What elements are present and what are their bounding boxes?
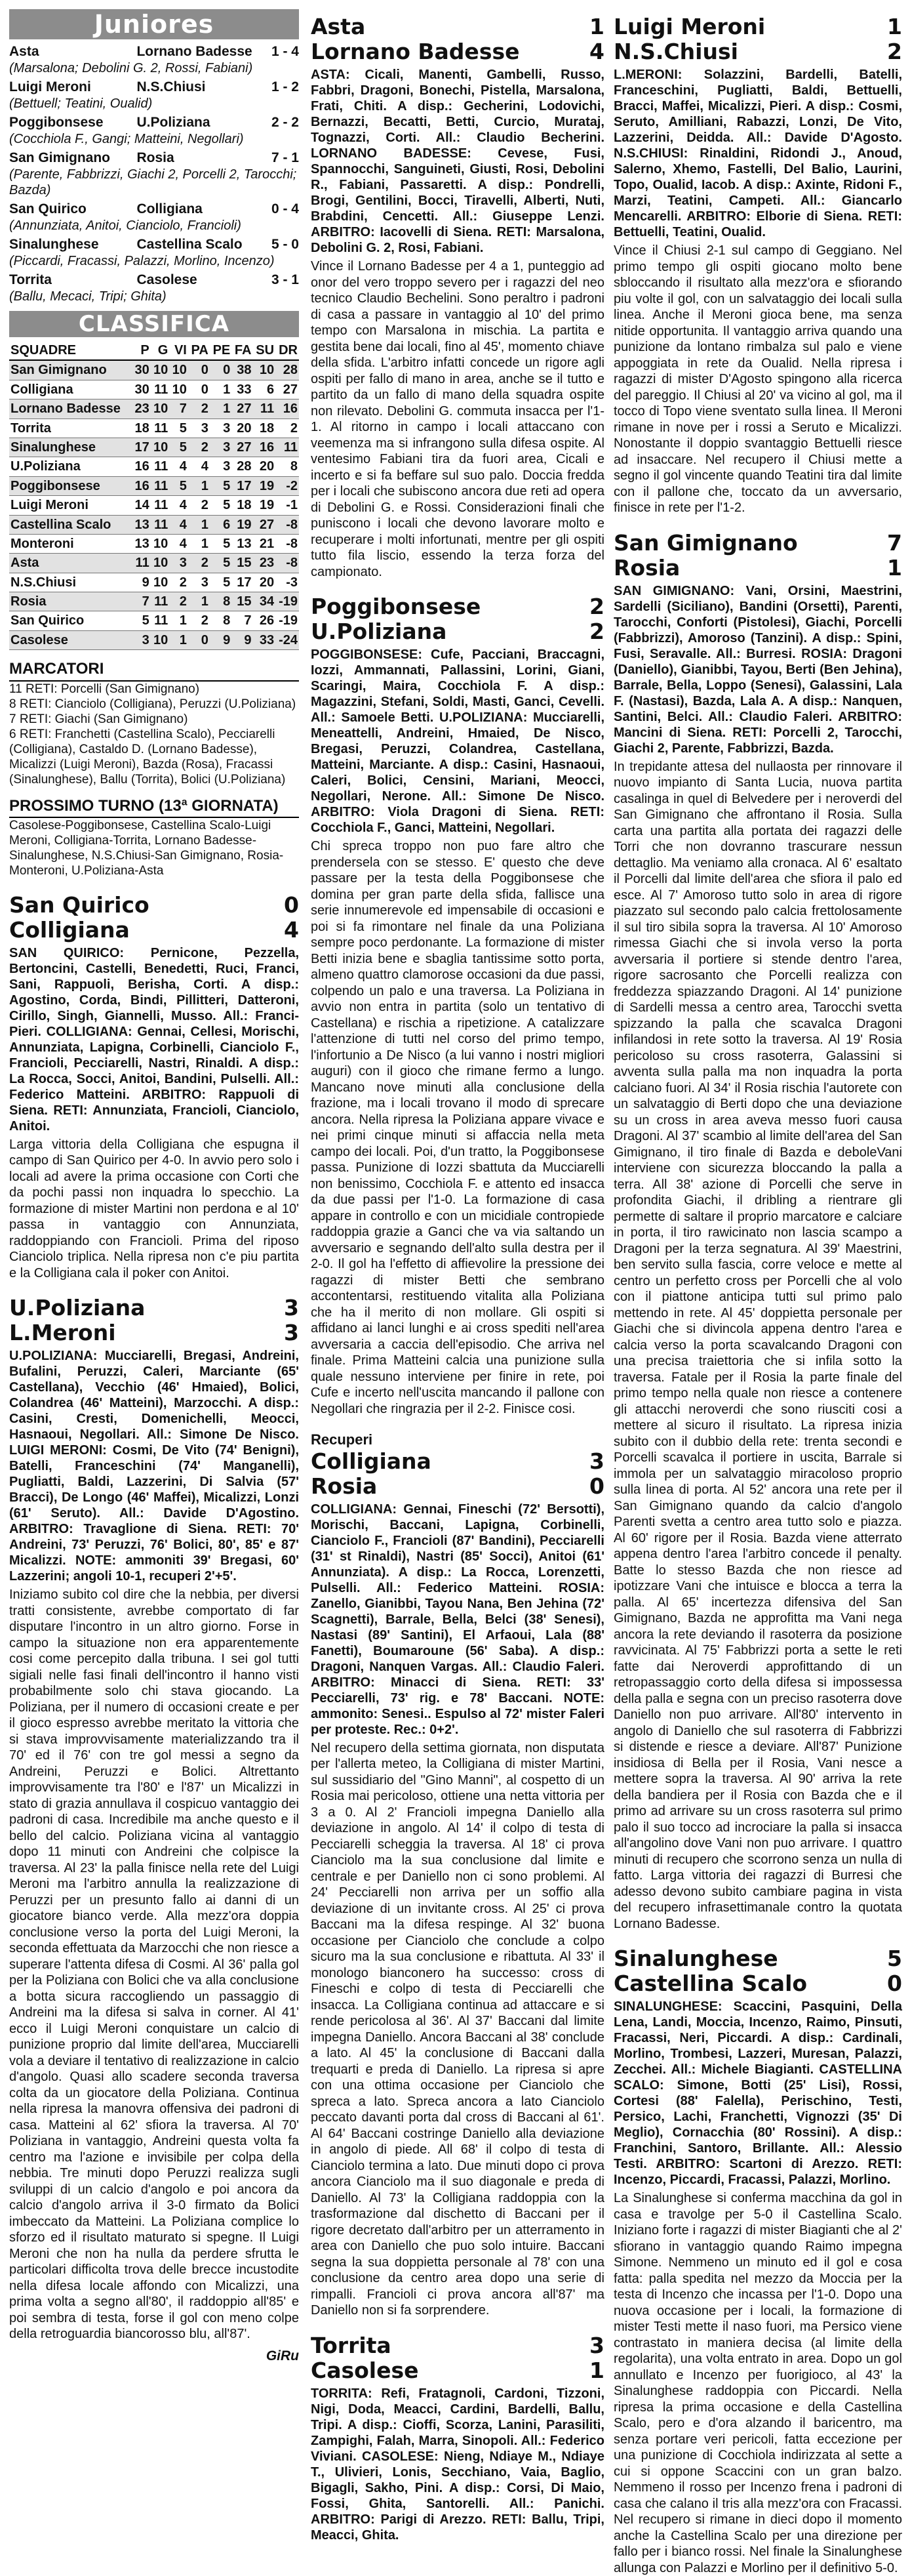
team-name-cell: Monteroni: [9, 534, 132, 553]
stat-cell: 11: [151, 457, 170, 476]
stat-cell: 1: [188, 515, 210, 534]
match-report-text: Chi spreca troppo non puo fare altro che prendersela con se stesso. E' questo che deve passare per la testa della Poggibonsese che domina per gran parte della sfida, fallisce una serie innumerevole ed impensabile di occasioni e poi si fa rimontare nel finale da una Poliziana sempre poco perdonante. La formazione di mister Betti inizia bene e sbaglia tantissime sotto porta, almeno quattro clamorose occasioni da due passi, colpendo un palo e una traversa. La Poliziana in avvio non entra in partita (solo un tentativo di Castellana) e rischia a ripetizione. A catalizzare l'attenzione di tutti nel corso del primo tempo, l'infortunio a De Nisco (a lui vanno i nostri migliori auguri) con il gioco che rimane fermo a lungo. Mancano nove minuti alla conclusione della frazione, ma i locali trovano il modo di sprecare ancora. Nella ripresa la Poliziana appare vivace e nei primi cinque minuti si affaccia nella meta campo dei locali. Poi, d'un tratto, la Poggibonsese passa. Punizione di Iozzi sbattuta da Mucciarelli non benissimo, Cocchiola F. e attento ed insacca da due passi per l'1-0. La formazione di casa appare in controllo e con un micidiale contropiede raddoppia grazie a Ganci che va via saltando un avversario e segnando dell'alto sulla destra per il 2-0. Il gol ha l'effetto di affievolire la pressione dei ragazzi di mister Betti che sembrano accontentarsi, restituendo vitalita alla Poliziana che ha il merito di non mollare. Gli ospiti si affidano ai lanci lunghi e ai cross spediti nell'area avversaria a caccia dell'episodio. Che arriva nel finale. Prima Matteini calcia una punizione sulla quale nessuno interviene per finire in rete, poi Cufe e incerto nell'uscita mancando il pallone con Negollari che ringrazia per il 2-2. Finisce cosi.: [311, 839, 604, 1416]
team-name-cell: U.Poliziana: [9, 457, 132, 476]
stat-cell: 1: [210, 380, 231, 399]
stat-cell: 1: [210, 399, 231, 419]
stat-cell: 0: [188, 380, 210, 399]
standings-table: [9, 341, 299, 650]
table-row: [9, 515, 299, 534]
column-middle: [311, 0, 604, 2543]
standings-header-cell: P: [132, 341, 151, 360]
standings-header-cell: SQUADRE: [9, 341, 132, 360]
match-report: [311, 2333, 604, 2543]
stat-cell: 33: [231, 380, 252, 399]
home-team-line: [311, 2333, 604, 2358]
away-team-name: L.Meroni: [9, 1320, 116, 1346]
stat-cell: 38: [231, 360, 252, 380]
stat-cell: 8: [210, 611, 231, 630]
stat-cell: -8: [275, 515, 299, 534]
match-lineup: SINALUNGHESE: Scaccini, Pasquini, Della Lena, Landi, Moccia, Incenzo, Raimo, Pinsuti, Fracassi, Neri, Piccardi. A disp.: Cardinali, Morlino, Trombesi, Lazzeri, Muresan, Palazzi, Zecchei. All.: Michele Biagianti. CASTELLINA SCALO: Simone, Botti (25' Lisi), Rossi, Cortesi (88' Falella), Perischino, Testi, Persico, Lachi, Franchetti, Vignozzi (35' Di Meglio), Cornacchia (80' Rossini). A disp.: Franchini, Santoro, Brillante. All.: Alessio Testi. ARBITRO: Scartoni di Arezzo. RETI: Incenzo, Piccardi, Fracassi, Palazzi, Morlino.: [614, 1999, 902, 2187]
home-team-name: Colligiana: [311, 1448, 431, 1474]
away-team-line: [614, 39, 902, 64]
stat-cell: 7: [231, 611, 252, 630]
match-lineup: POGGIBONSESE: Cufe, Pacciani, Braccagni, Iozzi, Ammannati, Pallassini, Lorini, Giani, Scaringi, Maira, Cocchiola F. A disp.: Magazzini, Stefani, Soldi, Masti, Ganci, Cevelli. All.: Samoele Betti. U.POLIZIANA: Mucciarelli, Meneattelli, Andreini, Hmaied, De Nisco, Bregasi, Peruzzi, Colandrea, Castellana, Matteini, Marciante. A disp.: Casini, Hasnaoui, Caleri, Bolici, Censini, Mariani, Meocci, Negollari, Nerone. All.: Simone De Nisco. ARBITRO: Viola Dragoni di Siena. RETI: Cocchiola F., Ganci, Matteini, Negollari.: [311, 647, 604, 835]
result-score: 3 - 1: [271, 272, 299, 287]
result-scorers: (Parente, Fabbrizzi, Giachi 2, Porcelli 2, Tarocchi; Bazda): [9, 167, 297, 197]
team-name-cell: San Gimignano: [9, 360, 132, 380]
scorer-line: 11 RETI: Porcelli (San Gimignano): [9, 682, 200, 696]
result-scorers: (Cocchiola F., Gangi; Matteini, Negollari): [9, 132, 244, 146]
match-report-text: Vince il Lornano Badesse per 4 a 1, punteggio ad onor del vero troppo severo per i ragazzi del neo tecnico Claudio Bechelini. Sono peraltro i padroni di casa a passare in vantaggio al 10' del primo tempo con Marsalona in mischia. La partita e gestita bene dai locali, fino al 45', momento chiave della sfida. L'arbitro infatti concede un rigore agli ospiti per fallo di mano in area, anche se il tutto e partito da un fallo di mano della squadra ospite non rilevato. Debolini G. commuta insacca per l'1-1. Al ritorno in campo i locali attaccano con veemenza ma si infrangono sulla difesa ospite. Al ventesimo Fabiani tira da fuori area, Cicali e incerto e si fa beffare sul suo palo. Doccia fredda per i locali che subiscono ancora due reti ad opera di Debolini G. e Rossi. Considerazioni finali che puniscono i locali che devono lavorare molto e recuperare i molti infortunati, mentre per gli ospiti tutto fila liscio, essendo la terza forza del campionato.: [311, 259, 604, 579]
match-lineup: L.MERONI: Solazzini, Bardelli, Batelli, Franceschini, Pugliatti, Baldi, Bettuelli, Bracci, Maffei, Micalizzi, Pieri. A disp.: Cosmi, Seruto, Amilliani, Rabazzi, Lonzi, De Vito, Lazzerini, Deidda. All.: Davide D'Agosto. N.S.CHIUSI: Rinaldini, Ridondi J., Anoud, Salerno, Xhemo, Fastelli, Del Balio, Laurini, Topo, Oualid, Iacob. A disp.: Axinte, Ridoni F., Marzi, Teatini, Campeti. All.: Giancarlo Mencarelli. ARBITRO: Elborie di Siena. RETI: Bettuelli, Teatini, Oualid.: [614, 68, 902, 239]
match-lineup: SAN GIMIGNANO: Vani, Orsini, Maestrini, Sardelli (Siciliano), Bandini (Orsetti), Parenti, Tarocchi, Conforti (Pistolesi), Giachi, Porcelli (Fabbrizzi), Amoroso (Tanzini). A disp.: Spini, Fusi, Seravalle. All.: Burresi. ROSIA: Dragoni (Daniello), Gianibbi, Tayou, Berti (Ben Jehina), Barrale, Bella, Loppo (Senesi), Galassini, Lala F. (Nastasi), Bazda, Lala A. A disp.: Nanquen, Santini, Belci. All.: Claudio Faleri. ARBITRO: Mancini di Siena. RETI: Porcelli 2, Tarocchi, Giachi 2, Parente, Fabbrizzi, Bazda.: [614, 583, 902, 756]
stat-cell: 9: [210, 630, 231, 649]
match-report: [311, 14, 604, 580]
stat-cell: 11: [275, 438, 299, 457]
stat-cell: 1: [169, 611, 188, 630]
stat-cell: 2: [275, 419, 299, 438]
stat-cell: 9: [132, 573, 151, 592]
result-away-team: N.S.Chiusi: [136, 79, 206, 94]
stat-cell: 1: [169, 630, 188, 649]
result-home-team: San Gimignano: [9, 150, 111, 165]
stat-cell: 10: [169, 360, 188, 380]
stat-cell: 10: [151, 554, 170, 573]
stat-cell: 2: [188, 611, 210, 630]
table-row: [9, 399, 299, 419]
away-team-score: 4: [589, 39, 604, 64]
stat-cell: 4: [169, 457, 188, 476]
stat-cell: 18: [132, 419, 151, 438]
stat-cell: 10: [151, 534, 170, 553]
standings-header-cell: DR: [275, 341, 299, 360]
stat-cell: 10: [151, 438, 170, 457]
result-row: [9, 201, 299, 218]
match-report: [311, 1431, 604, 2319]
stat-cell: 19: [252, 496, 275, 515]
result-home-team: San Quirico: [9, 201, 87, 216]
stat-cell: 18: [231, 496, 252, 515]
away-team-score: 1: [887, 554, 902, 581]
stat-cell: 15: [231, 592, 252, 611]
team-name-cell: N.S.Chiusi: [9, 573, 132, 592]
stat-cell: 3: [188, 573, 210, 592]
standings-header-cell: G: [151, 341, 170, 360]
stat-cell: 3: [210, 438, 231, 457]
stat-cell: 5: [169, 438, 188, 457]
home-team-score: 1: [589, 14, 604, 39]
stat-cell: 27: [231, 399, 252, 419]
stat-cell: -24: [275, 630, 299, 649]
home-team-name: Torrita: [311, 2332, 391, 2358]
stat-cell: 20: [252, 573, 275, 592]
away-team-score: 0: [589, 1473, 604, 1499]
stat-cell: 19: [252, 476, 275, 495]
stat-cell: 16: [275, 399, 299, 419]
col1-match-reports: [9, 893, 299, 2342]
result-score: 1 - 4: [271, 44, 299, 59]
stat-cell: 30: [132, 380, 151, 399]
stat-cell: 10: [151, 399, 170, 419]
away-team-score: 2: [887, 39, 902, 64]
away-team-line: [614, 556, 902, 581]
match-report: [614, 1946, 902, 2576]
stat-cell: 27: [252, 515, 275, 534]
stat-cell: 13: [132, 534, 151, 553]
stat-cell: -8: [275, 534, 299, 553]
match-lineup: SAN QUIRICO: Pernicone, Pezzella, Bertoncini, Castelli, Benedetti, Ruci, Franci, Sani, Rappuoli, Berisha, Corti. A disp.: Agostino, Corda, Bindi, Pillitteri, Datteroni, Cirillo, Singh, Giannelli, Musso. All.: Franci-Pieri. COLLIGIANA: Gennai, Cellesi, Morischi, Annunziata, Lapigna, Corbinelli, Cianciolo F., Francioli, Pecciarelli, Nastri, Rinaldi. A disp.: La Rocca, Socci, Anitoi, Bandini, Pulselli. All.: Federico Matteini. ARBITRO: Rappuoli di Siena. RETI: Annunziata, Francioli, Cianciolo, Anitoi.: [9, 945, 299, 1134]
result-scorers: (Ballu, Mecaci, Tripi; Ghita): [9, 289, 167, 304]
home-team-score: 3: [589, 2332, 604, 2358]
match-report: [9, 893, 299, 1282]
home-team-line: [614, 531, 902, 556]
stat-cell: 10: [169, 380, 188, 399]
scorer-line: 7 RETI: Giachi (San Gimignano): [9, 712, 188, 726]
home-team-score: 1: [887, 14, 902, 39]
home-team-score: 2: [589, 594, 604, 619]
stat-cell: 5: [210, 534, 231, 553]
match-report: [614, 14, 902, 516]
prossimo-turno-heading: PROSSIMO TURNO (13ª GIORNATA): [9, 796, 299, 818]
result-score: 0 - 4: [271, 201, 299, 216]
stat-cell: 11: [151, 611, 170, 630]
stat-cell: -8: [275, 554, 299, 573]
result-score: 7 - 1: [271, 150, 299, 165]
stat-cell: 3: [210, 457, 231, 476]
results-list: [9, 43, 299, 304]
stat-cell: 27: [231, 438, 252, 457]
stat-cell: 19: [231, 515, 252, 534]
stat-cell: 11: [132, 554, 151, 573]
match-lineup: ASTA: Cicali, Manenti, Gambelli, Russo, Fabbri, Dragoni, Bonechi, Pistella, Marsalona, Frati, Chiti. A disp.: Gecherini, Lodovichi, Bernazzi, Becatti, Betti, Curcio, Murataj, Tognazzi, Corti. All.: Claudio Becherini. LORNANO BADESSE: Cevese, Fusi, Spannocchi, Sanguineti, Giusti, Rosi, Debolini R., Fabiani, Passaretti. A disp.: Pondrelli, Brogi, Gentilini, Bocci, Tiravelli, Alberti, Nuti, Brabdini, Cencetti. All.: Giuseppe Lenzi. ARBITRO: Iacovelli di Siena. RETI: Marsalona, Debolini G. 2, Rosi, Fabiani.: [311, 68, 604, 255]
team-name-cell: San Quirico: [9, 611, 132, 630]
stat-cell: 5: [169, 419, 188, 438]
stat-cell: 4: [188, 457, 210, 476]
stat-cell: 18: [252, 419, 275, 438]
result-home-team: Asta: [9, 44, 39, 59]
away-team-line: [9, 918, 299, 943]
stat-cell: -3: [275, 573, 299, 592]
stat-cell: 0: [210, 360, 231, 380]
stat-cell: 23: [252, 554, 275, 573]
stat-cell: 0: [188, 360, 210, 380]
result-home-team: Torrita: [9, 272, 52, 287]
stat-cell: 8: [275, 457, 299, 476]
result-row: [9, 236, 299, 253]
stat-cell: 30: [132, 360, 151, 380]
stat-cell: 11: [151, 476, 170, 495]
away-team-line: [311, 1474, 604, 1499]
away-team-line: [311, 2358, 604, 2383]
result-away-team: Lornano Badesse: [136, 44, 252, 59]
stat-cell: 5: [210, 573, 231, 592]
standings-header-row: [9, 341, 299, 360]
stat-cell: 28: [275, 360, 299, 380]
stat-cell: 7: [169, 399, 188, 419]
away-team-score: 1: [589, 2357, 604, 2383]
table-row: [9, 573, 299, 592]
result-home-team: Sinalunghese: [9, 237, 99, 252]
home-team-line: [311, 14, 604, 39]
standings-header-cell: PE: [210, 341, 231, 360]
team-name-cell: Rosia: [9, 592, 132, 611]
home-team-name: San Quirico: [9, 891, 149, 918]
stat-cell: 21: [252, 534, 275, 553]
result-scorers: (Annunziata, Anitoi, Cianciolo, Francioli): [9, 218, 241, 233]
team-name-cell: Poggibonsese: [9, 476, 132, 495]
result-home-team: Luigi Meroni: [9, 79, 91, 94]
match-report: [9, 1296, 299, 2342]
away-team-name: N.S.Chiusi: [614, 39, 738, 64]
stat-cell: 3: [188, 419, 210, 438]
table-row: [9, 534, 299, 553]
home-team-line: [614, 1946, 902, 1971]
table-row: [9, 554, 299, 573]
table-row: [9, 611, 299, 630]
stat-cell: 4: [169, 534, 188, 553]
stat-cell: 3: [132, 630, 151, 649]
stat-cell: 15: [231, 554, 252, 573]
stat-cell: 2: [188, 399, 210, 419]
prossimo-turno-text: Casolese-Poggibonsese, Castellina Scalo-Luigi Meroni, Colligiana-Torrita, Lornano Badesse-Sinalunghese, N.S.Chiusi-San Gimignano, Rosia-Monteroni, U.Poliziana-Asta: [9, 818, 284, 878]
stat-cell: 2: [188, 554, 210, 573]
stat-cell: 10: [151, 573, 170, 592]
team-name-cell: Asta: [9, 554, 132, 573]
match-report: [311, 594, 604, 1417]
match-report-text: La Sinalunghese si conferma macchina da gol in casa e travolge per 5-0 il Castellina Scalo. Iniziano forte i ragazzi di mister Biagianti che al 2' sfiorano in vantaggio quando Raimo impegna Simone. Nemmeno un minuto ed il gol e cosa fatta: palla spedita nel mezzo da Moccia per la testa di Incenzo che incassa per l'1-0. Dopo una nuova occasione per i locali, la formazione di mister Testi mette il naso fuori, ma Persico viene contrastato in maniera decisa (al limite della regolarita), una volta entrato in area. Dopo un gol annullato e Incenzo per fuorigioco, al 43' la Sinalunghese raddoppia con Piccardi. Nella ripresa la prima occasione e della Castellina Scalo, pero e d'ora alzando il baricentro, ma senza portare veri pericoli, fatta eccezione per una punizione di Cocchiola indirizzata al sette a cui si oppone Scaccini con un gran balzo. Nemmeno il rosso per Incenzo frena i padroni di casa che calano il tris alla mezz'ora con Fracassi. Nel recupero si rimane in dieci dopo il momento anche la Castellina Scalo per una direzione per fallo per i bianco rossi. Nel finale la Sinalunghese allunga con Palazzi e Morlino per il definitivo 5-0.: [614, 2191, 902, 2575]
marcatori-list: [9, 682, 299, 787]
away-team-line: [311, 39, 604, 64]
match-report-text: In trepidante attesa del nullaosta per rinnovare il nuovo impianto di Santa Lucia, nuova partita casalinga in quel di Belvedere per i neroverdi del San Gimignano che affrontano il Rosia. Sulla carta una partita alla portata dei ragazzi delle Torri che non dovranno trascurare nessun dettaglio. Ma veniamo alla cronaca. Al 6' esaltato il Porcelli dal limite dell'area che sfiora il palo ed esce. Al 7' Amoroso tutto solo in area di rigore piazzato sul secondo palo calcia frettolosamente il sul tiro sibila sopra la traversa. Al 10' Amoroso rimessa Giachi che si invola verso la porta avversaria il portiere si stende dentro l'area, rigore sacrosanto che Porcelli realizza con freddezza spiazzando Dragoni. Al 14' punizione di Sardelli messa a centro area, Tarocchi svetta spizzando la palla che scavalca Dragoni infilandosi in rete sotto la traversa. Al 19' Rosia pericoloso su cross rasoterra, Galassini si avventa sulla palla ma non inquadra la porta calciano fuori. Al 34' il Rosia rischia l'autorete con un salvataggio di Berti dopo che una deviazione su un cross in area aveva messo fuori causa Dragoni. Al 37' scambio al limite dell'area del San Gimignano, il tiro finale di Bazda e deboleVani interviene con sicurezza bloccando la palla a terra. All 38' azione di Porcelli che serve in profondita Giachi, il dribling a rientrare gli permette di saltare il proprio marcatore e calciare in porta, il tiro rawicinato non lascia scampo a Dragoni per la terza segnatura. Al 39' Maestrini, ben servito sulla fascia, corre veloce e mette al centro un perfetto cross per Porcelli che al volo con il piattone anticipa tutti sul primo palo mettendo in rete. Al 45' doppietta personale per Giachi che si divincola appena dentro l'area e calcia verso la porta scavalcando Dragoni con una precisa traiettoria che si infila sotto la traversa. Fatale per il Rosia la parte finale del primo tempo nella quale non riesce a contenere gli attacchi neroverdi che sono riusciti cosi a mettere al sicuro il risultato. La ripresa inizia subito con il dubbio della rete: trenta secondi e Porcelli scavalca il portiere in uscita, Barrale si immola per un salvataggio miracoloso proprio sulla linea di porta. Al 52' ancora una rete per il San Gimignano quando da calcio d'angolo Parenti svetta a centro area tutto solo e piazza. Al 60' rigore per il Rosia. Bazda viene atterrato appena dentro l'area l'arbitro concede il penalty. Batte lo stesso Bazda che non riesce ad ipotizzare Vani che intuisce e blocca a terra la palla. Al 65' incertezza difensiva del San Gimignano, Bazda ne approfitta ma Vani nega ancora la rete deviando il rasoterra da posizione ravvicinata. Al 75' Fabbrizzi porta a sette le reti fatte dai Neroverdi approfittando di un retropassaggio corto della difesa si impossessa della palla e segna con un preciso rasoterra dove Daniello non puo arrivare. All'80' intervento in angolo di Daniello che sul rasoterra di Fabbrizzi si distende e riesce a deviare. All'87' Punizione insidiosa di Bella per il Rosia, Vani nesce a mettere sopra la traversa. Al 90' arriva la rete della bandiera per il Rosia con Bazda che e il primo ad arrivare su un cross rasoterra sul primo palo il suo tocco ad incrociare la palla si insacca all'angolino dove Vani non puo arrivare. I quattro minuti di recupero che scorrono senza un nulla di fatto. Larga vittoria dei ragazzi di Burresi che adesso devono subito cambiare pagina in vista del recupero infrasettimanale contro la quotata Lornano Badesse.: [614, 759, 902, 1931]
home-team-line: [9, 893, 299, 918]
stat-cell: 5: [210, 476, 231, 495]
result-score: 2 - 2: [271, 115, 299, 130]
stat-cell: -19: [275, 592, 299, 611]
stat-cell: 3: [210, 419, 231, 438]
away-team-score: 2: [589, 619, 604, 644]
juniores-banner: Juniores: [9, 9, 299, 39]
match-lineup: U.POLIZIANA: Mucciarelli, Bregasi, Andreini, Bufalini, Peruzzi, Caleri, Marciante (65' Castellana), Vecchio (46' Hmaied), Bolici, Colandrea (46' Matteini), Marzocchi. A disp.: Casini, Cresti, Domenichelli, Meocci, Hasnaoui, Negollari. All.: Simone De Nisco. LUIGI MERONI: Cosmi, De Vito (74' Benigni), Batelli, Franceschini (74' Manganelli), Pugliatti, Baldi, Lazzerini, Di Salvia (57' Bracci), De Longo (46' Maffei), Micalizzi, Lonzi (61' Seruto). All.: Davide D'Agostino. ARBITRO: Travaglione di Siena. RETI: 70' Andreini, 73' Peruzzi, 76' Bolici, 80', 85' e 87' Micalizzi. NOTE: ammoniti 39' Bregasi, 60' Lazzerini; angoli 10-1, recuperi 2'+5'.: [9, 1349, 299, 1584]
away-team-name: Rosia: [311, 1473, 378, 1499]
result-row: [9, 150, 299, 167]
home-team-score: 3: [589, 1448, 604, 1474]
result-away-team: Colligiana: [136, 201, 203, 216]
stat-cell: 6: [252, 380, 275, 399]
team-name-cell: Colligiana: [9, 380, 132, 399]
stat-cell: 5: [210, 496, 231, 515]
match-report-text: Iniziamo subito col dire che la nebbia, per diversi tratti consistente, avrebbe comportato di far disputare l'incontro in un altro giorno. Forse in campo la situazione non era apparentemente cosi come percepito dalla tribuna. I sei gol tutti sigiali nelle fasi finali dell'incontro il hanno visti probabilmente solo chi stava giocando. La Poliziana, per il numero di occasioni create e per il gioco espresso avrebbe meritato la vittoria che si stava improvvisamente materializzando tra il 70' ed il 76' con tre gol messi a segno da Andreini, Peruzzi e Bolici. Altrettanto improvvisamente tra l'80' e l'87' un Micalizzi in stato di grazia annullava il cospicuo vantaggio dei padroni di casa. Incredibile ma anche questo e il bello del calcio. Poliziana vicina al vantaggio dopo 11 minuti con Andreini che colpisce la traversa. Al 23' la palla finisce nella rete del Luigi Meroni ma l'arbitro annulla la realizzazione di Peruzzi per un presunto fallo ai danni di un giocatore bianco verde. Alla mezz'ora doppia conclusione verso la porta del Luigi Meroni, la seconda effettuata da Marzocchi che non riesce a superare l'attenta difesa di Cosmi. Al 36' palla gol per la Poliziana con Bolici che va alla conclusione a botta sicura raccogliendo un passaggio di Andreini ma la difesa si salva in corner. Al 41' ecco il Luigi Meroni conquistare un calcio di punizione proprio dal limite dell'area, Mucciarelli vola a deviare il tentativo di realizzazione in calcio d'angolo. Quasi allo scadere seconda traversa colta da un giocatore della Poliziana. Continua nella ripresa la manovra offensiva dei padroni di casa. Matteini al 62' sfiora la traversa. Al 70' Poliziana in vantaggio, Andreini questa volta fa centro ma l'azione e invisibile per colpa della nebbia. Tre minuti dopo Peruzzi realizza sugli sviluppi di un calcio d'angolo e poi ancora da calcio d'angolo arriva il 3-0 firmato da Bolici imbeccato da Matteini. La Poliziana complice lo sforzo ed il risultato maturato si spegne. Il Luigi Meroni che non ha nulla da perdere sfrutta le particolari difficolta trova delle brecce incustodite nella difesa locale affondo con Micalizzi, una prima volta a segno all'80', il raddoppio all'85' e poi sembra di testa, forse il gol con meno colpe della retroguardia biancorosso blu, all'87'.: [9, 1587, 299, 2342]
result-row: [9, 43, 299, 60]
col3-match-reports: [614, 14, 902, 2576]
standings-body: [9, 360, 299, 649]
column-left: [9, 0, 299, 2363]
team-name-cell: Casolese: [9, 630, 132, 649]
stat-cell: 11: [151, 496, 170, 515]
stat-cell: 14: [132, 496, 151, 515]
home-team-line: [311, 1449, 604, 1474]
team-name-cell: Sinalunghese: [9, 438, 132, 457]
home-team-name: Asta: [311, 14, 366, 39]
away-team-line: [311, 619, 604, 644]
result-away-team: Castellina Scalo: [136, 237, 243, 252]
away-team-line: [9, 1320, 299, 1345]
stat-cell: -2: [275, 476, 299, 495]
standings-header-cell: SU: [252, 341, 275, 360]
marcatori-heading: MARCATORI: [9, 659, 299, 681]
stat-cell: 10: [252, 360, 275, 380]
away-team-name: Castellina Scalo: [614, 1971, 808, 1996]
stat-cell: 4: [169, 496, 188, 515]
match-lineup: COLLIGIANA: Gennai, Fineschi (72' Bersotti), Morischi, Baccani, Lapigna, Corbinelli, Cianciolo F., Francioli (87' Bandini), Pecciarelli (31' st Rinaldi), Nastri (85' Socci), Anitoi (61' Annunziata). A disp.: La Rocca, Lorenzetti, Pulselli. All.: Federico Matteini. ROSIA: Zanello, Gianibbi, Tayou Nana, Ben Jehina (72' Scagnetti), Barrale, Bella, Belci (38' Senesi), Nastasi (89' Santini), El Arfaoui, Lala (88' Fanetti), Boumaroune (56' Saba). A disp.: Dragoni, Nanquen Vargas. All.: Claudio Faleri. ARBITRO: Minacci di Siena. RETI: 33' Pecciarelli, 73' rig. e 78' Baccani. NOTE: ammonito: Senesi.. Espulso al 72' mister Faleri per proteste. Rec.: 0+2'.: [311, 1502, 604, 1737]
table-row: [9, 360, 299, 380]
result-scorers: (Marsalona; Debolini G. 2, Rossi, Fabiani): [9, 61, 253, 75]
stat-cell: 27: [275, 380, 299, 399]
result-score: 1 - 2: [271, 79, 299, 94]
match-report-text: Nel recupero della settima giornata, non disputata per l'allerta meteo, la Colligiana di mister Martini, sul sussidiario del "Gino Manni", al cospetto di un Rosia mai pericoloso, ottiene una netta vittoria per 3 a 0. Al 2' Francioli impegna Daniello alla deviazione in angolo. Al 14' il colpo di testa di Pecciarelli scheggia la traversa. Al 18' ci prova Cianciolo ma la sua conclusione dal limite e centrale e per Daniello non ci sono problemi. Al 24' Pecciarelli non arriva per un soffio alla deviazione di un invitante cross. Al 25' ci prova Baccani ma la difesa respinge. Al 32' buona occasione per Cianciolo che conclude a colpo sicuro ma la sua conclusione e ribattuta. Al 33' il monologo bianconero ha successo: cross di Fineschi e colpo di testa di Pecciarelli che insacca. La Colligiana continua ad attaccare e si rende pericolosa al 36'. Al 37' Baccani dal limite impegna Daniello. Ancora Baccani al 38' conclude a lato. Al 45' la conclusione di Baccani dalla trequarti e preda di Daniello. La ripresa si apre con una ottima occasione per Cianciolo che spreca a lato. Spreca ancora a lato Cianciolo peccato davanti porta dal cross di Baccani al 61'. Al 64' Baccani costringe Daniello alla deviazione in angolo di piede. All 68' il colpo di testa di Cianciolo termina a lato. Due minuti dopo ci prova ancora Cianciolo ma il suo diagonale e preda di Daniello. Al 73' la Colligiana raddoppia con la trasformazione dal dischetto di Baccani per il rigore decretato dall'arbitro per un atterramento in area con Daniello che puo solo intuire. Baccani segna la sua doppietta personale al 78' con una conclusione da centro area dopo una serie di rimpalli. Francioli ci prova ancora all'87' ma Daniello non si fa sorprendere.: [311, 1740, 604, 2318]
stat-cell: 20: [252, 457, 275, 476]
team-name-cell: Torrita: [9, 419, 132, 438]
stat-cell: 11: [151, 419, 170, 438]
away-team-score: 4: [284, 916, 299, 943]
stat-cell: 17: [231, 476, 252, 495]
away-team-name: U.Poliziana: [311, 619, 447, 644]
stat-cell: 2: [188, 438, 210, 457]
result-away-team: Rosia: [136, 150, 174, 165]
stat-cell: 0: [188, 630, 210, 649]
match-report-text: Vince il Chiusi 2-1 sul campo di Geggiano. Nel primo tempo gli ospiti giocano molto bene sbloccando il risultato alla mezz'ora e sfiorando piu volte il gol, con un salvataggio dei locali sulla linea. Anche il Meroni gioca bene, ma senza nitide opportunita. Il vantaggio arriva quando una punizione da lontano rimbalza sul palo e viene appoggiata in rete da Oualid. Nella ripresa i ragazzi di mister D'Agosto spingono alla ricerca del pareggio. Il Chiusi al 20' va vicino al gol, ma il tocco di Topo viene sventato sulla linea. Il Meroni rimane in nove per i rossi a Seruto e Micalizzi. Nonostante il doppio svantaggio Bettuelli riesce ad insaccare. Nel recupero il Chiusi mette a segno il gol vincente quando Teatini tira dal limite con il pallone che, toccato da un avversario, finisce in rete per l'1-2.: [614, 243, 902, 515]
stat-cell: 20: [231, 419, 252, 438]
away-team-name: Rosia: [614, 554, 681, 581]
table-row: [9, 496, 299, 515]
stat-cell: 17: [132, 438, 151, 457]
result-home-team: Poggibonsese: [9, 115, 104, 130]
away-team-score: 3: [284, 1320, 299, 1346]
stat-cell: 1: [188, 534, 210, 553]
match-report: [614, 531, 902, 1932]
stat-cell: 2: [169, 573, 188, 592]
table-row: [9, 630, 299, 649]
classifica-banner: CLASSIFICA: [9, 311, 299, 337]
stat-cell: 2: [188, 496, 210, 515]
table-row: [9, 438, 299, 457]
away-team-score: 0: [887, 1971, 902, 1996]
stat-cell: 10: [151, 360, 170, 380]
stat-cell: 11: [252, 399, 275, 419]
home-team-line: [614, 14, 902, 39]
stat-cell: 16: [132, 476, 151, 495]
stat-cell: 10: [151, 630, 170, 649]
result-row: [9, 272, 299, 289]
stat-cell: 5: [169, 476, 188, 495]
stat-cell: 3: [169, 554, 188, 573]
home-team-name: U.Poliziana: [9, 1295, 146, 1321]
table-row: [9, 476, 299, 495]
stat-cell: 11: [151, 515, 170, 534]
stat-cell: 1: [188, 592, 210, 611]
home-team-score: 5: [887, 1946, 902, 1971]
stat-cell: 5: [210, 554, 231, 573]
home-team-name: San Gimignano: [614, 529, 798, 556]
standings-header-cell: VI: [169, 341, 188, 360]
stat-cell: 17: [231, 573, 252, 592]
team-name-cell: Luigi Meroni: [9, 496, 132, 515]
home-team-score: 7: [887, 529, 902, 556]
stat-cell: 2: [169, 592, 188, 611]
home-team-name: Luigi Meroni: [614, 14, 766, 39]
stat-cell: 7: [132, 592, 151, 611]
stat-cell: 11: [151, 380, 170, 399]
stat-cell: 9: [231, 630, 252, 649]
home-team-name: Sinalunghese: [614, 1946, 778, 1971]
stat-cell: 8: [210, 592, 231, 611]
away-team-name: Lornano Badesse: [311, 39, 520, 64]
stat-cell: 16: [252, 438, 275, 457]
stat-cell: 23: [132, 399, 151, 419]
home-team-line: [311, 594, 604, 619]
stat-cell: 11: [151, 592, 170, 611]
home-team-score: 0: [284, 891, 299, 918]
home-team-score: 3: [284, 1295, 299, 1321]
table-row: [9, 592, 299, 611]
result-scorers: (Piccardi, Fracassi, Palazzi, Morlino, Incenzo): [9, 254, 275, 268]
home-team-line: [9, 1296, 299, 1320]
home-team-name: Poggibonsese: [311, 594, 481, 619]
team-name-cell: Lornano Badesse: [9, 399, 132, 419]
table-row: [9, 457, 299, 476]
scorer-line: 6 RETI: Franchetti (Castellina Scalo), Pecciarelli (Colligiana), Castaldo D. (Lornano Badesse), Micalizzi (Luigi Meroni), Bazda (Rosa), Fracassi (Sinalunghese), Ballu (Torrita), Bolici (U.Poliziana): [9, 727, 286, 787]
stat-cell: 16: [132, 457, 151, 476]
result-score: 5 - 0: [271, 237, 299, 252]
column-right: [614, 0, 902, 2575]
stat-cell: 34: [252, 592, 275, 611]
away-team-name: Colligiana: [9, 916, 130, 943]
match-report-text: Larga vittoria della Colligiana che espugna il campo di San Quirico per 4-0. In avvio pero solo i locali ad avere la prima occasione con Corti che da pochi passi non inquadra lo specchio. La formazione di mister Martini non perdona e al 10' passa in vantaggio con Annunziata, raddoppiando con Francioli. Prima del riposo Cianciolo triplica. Nella ripresa non c'e piu partita e la Colligiana cala il poker con Anitoi.: [9, 1137, 299, 1280]
result-scorers: (Bettuell; Teatini, Oualid): [9, 96, 153, 111]
away-team-line: [614, 1971, 902, 1996]
away-team-name: Casolese: [311, 2357, 419, 2383]
match-lineup: TORRITA: Refi, Fratagnoli, Cardoni, Tizzoni, Nigi, Doda, Meacci, Cardini, Bardelli, Ballu, Tripi. A disp.: Cioffi, Scorza, Lanini, Parasiliti, Zampighi, Falah, Marra, Sinopoli. All.: Federico Viviani. CASOLESE: Nieng, Ndiaye M., Ndiaye T., Ulivieri, Lonis, Secchiano, Vaia, Baglio, Bigagli, Sakho, Pini. A disp.: Corsi, Di Maio, Fossi, Ghita, Santorelli. All.: Panichi. ARBITRO: Parigi di Arezzo. RETI: Ballu, Tripi, Meacci, Ghita.: [311, 2386, 604, 2543]
result-away-team: U.Poliziana: [136, 115, 210, 130]
result-row: [9, 79, 299, 96]
standings-header-cell: FA: [231, 341, 252, 360]
stat-cell: 33: [252, 630, 275, 649]
col2-match-reports: [311, 14, 604, 2543]
standings-header-cell: PA: [188, 341, 210, 360]
section-label: Recuperi: [311, 1431, 373, 1448]
stat-cell: 13: [231, 534, 252, 553]
stat-cell: 5: [132, 611, 151, 630]
team-name-cell: Castellina Scalo: [9, 515, 132, 534]
author-signature: GiRu: [266, 2348, 299, 2363]
stat-cell: 4: [169, 515, 188, 534]
result-row: [9, 114, 299, 131]
stat-cell: -19: [275, 611, 299, 630]
stat-cell: 13: [132, 515, 151, 534]
stat-cell: -1: [275, 496, 299, 515]
table-row: [9, 419, 299, 438]
stat-cell: 28: [231, 457, 252, 476]
scorer-line: 8 RETI: Cianciolo (Colligiana), Peruzzi (U.Poliziana): [9, 697, 296, 711]
table-row: [9, 380, 299, 399]
stat-cell: 26: [252, 611, 275, 630]
result-away-team: Casolese: [136, 272, 197, 287]
stat-cell: 6: [210, 515, 231, 534]
stat-cell: 1: [188, 476, 210, 495]
